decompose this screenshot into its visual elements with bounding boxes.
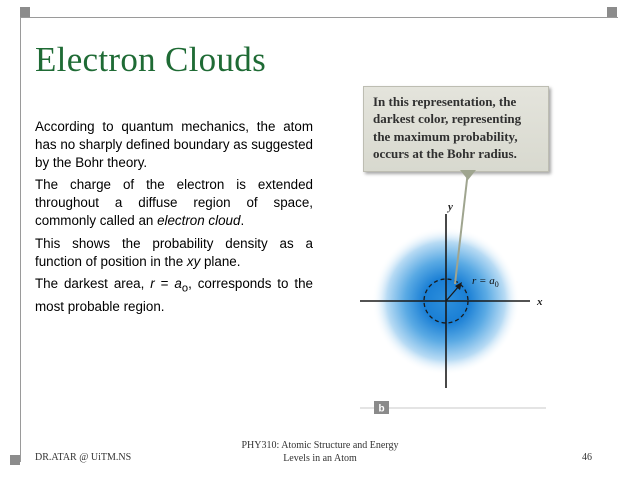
figure-callout: In this representation, the darkest color, representing the maximum probability, occurs at the Bohr radius.	[363, 86, 549, 172]
bullet-probability-density: This shows the probability density as a function of position in the xy plane.	[35, 235, 313, 269]
bullet-darkest-area: The darkest area, $r = a_o$, corresponds to the most probable region.	[35, 275, 313, 314]
callout-pointer-tip	[460, 170, 476, 180]
x-axis-label: x	[537, 296, 543, 308]
footer-course: PHY310: Atomic Structure and Energy Levels in an Atom	[241, 440, 399, 464]
panel-label: b	[378, 403, 385, 415]
left-frame-line	[20, 17, 21, 462]
bullet-electron-cloud: The charge of the electron is extended throughout a diffuse region of space, commonly called an electron cloud.	[35, 177, 313, 229]
bullet-quantum: According to quantum mechanics, the atom has no sharply defined boundary as suggested by the Bohr theory.	[35, 119, 313, 171]
corner-square-top-left	[20, 7, 30, 17]
slide-title: Electron Clouds	[35, 40, 266, 79]
electron-cloud-figure	[360, 170, 560, 425]
corner-square-bottom-left	[10, 455, 20, 465]
y-axis-label: y	[448, 201, 453, 213]
top-frame-line	[20, 17, 618, 18]
corner-square-top-right	[607, 7, 617, 17]
radius-label: $r = a_0$	[472, 275, 499, 289]
footer-author: DR.ATAR @ UiTM.NS	[35, 452, 132, 463]
bullet-list	[35, 118, 313, 320]
page-number: 46	[582, 452, 592, 463]
